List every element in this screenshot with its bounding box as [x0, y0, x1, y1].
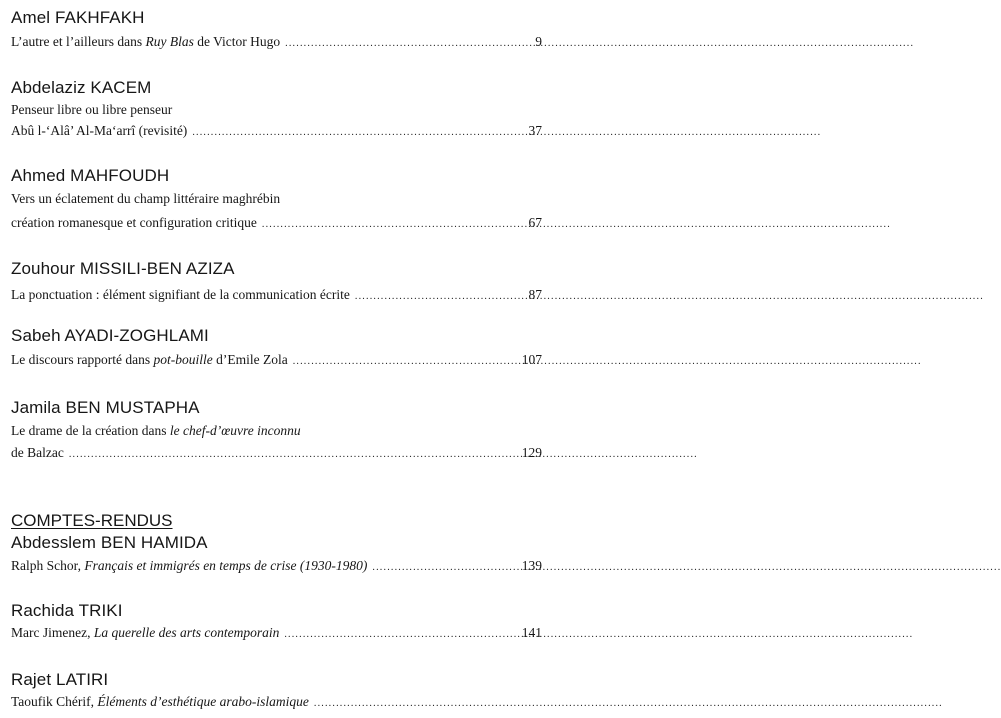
page-number: 107 [521, 352, 542, 367]
dot-leader [284, 627, 516, 643]
review-title: Taoufik Chérif, Éléments d’esthétique arabo-islamique [11, 694, 309, 709]
article-title: de Balzac [11, 445, 64, 460]
toc-line [11, 215, 542, 233]
review-title: Ralph Schor, Français et immigrés en temps de crise (1930-1980) [11, 558, 368, 573]
author-name: Rachida TRIKI [11, 601, 123, 620]
author-name: Jamila BEN MUSTAPHA [11, 398, 200, 417]
dot-leader [293, 354, 517, 370]
page-number: 87 [528, 287, 542, 302]
dot-leader [355, 289, 524, 305]
toc-line [11, 34, 542, 52]
toc-line [11, 123, 542, 141]
article-title: Le discours rapporté dans pot-bouille d’Emile Zola [11, 352, 288, 367]
author-name: Sabeh AYADI-ZOGHLAMI [11, 326, 209, 345]
article-title: création romanesque et configuration critique [11, 215, 257, 230]
article-title: L’autre et l’ailleurs dans Ruy Blas de Victor Hugo [11, 34, 281, 49]
article-title: Penseur libre ou libre penseur [11, 102, 173, 117]
author-name: Rajet LATIRI [11, 670, 109, 689]
dot-leader [262, 217, 524, 233]
dot-leader [372, 560, 516, 576]
dot-leader [285, 36, 530, 52]
dot-leader [192, 125, 523, 141]
author-name: Abdesslem BEN HAMIDA [11, 533, 208, 552]
page-number: 141 [521, 625, 542, 640]
article-title: Vers un éclatement du champ littéraire maghrébin [11, 191, 281, 206]
toc-line [11, 558, 542, 576]
page-number: 9 [535, 34, 542, 49]
author-name: Ahmed MAHFOUDH [11, 166, 170, 185]
toc-line [11, 287, 542, 305]
article-title: Le drame de la création dans le chef-d’œuvre inconnu [11, 423, 301, 438]
review-title: Marc Jimenez, La querelle des arts contemporain [11, 625, 280, 640]
toc-line [11, 352, 542, 370]
author-name: Zouhour MISSILI-BEN AZIZA [11, 259, 235, 278]
author-name: Amel FAKHFAKH [11, 8, 145, 27]
dot-leader [314, 696, 537, 712]
page-number: 129 [521, 445, 542, 460]
section-heading: COMPTES-RENDUS [11, 511, 173, 530]
dot-leader [69, 447, 517, 463]
page-number: 139 [521, 558, 542, 573]
page-number: 67 [528, 215, 542, 230]
toc-line [11, 694, 542, 712]
page-number: 37 [528, 123, 542, 138]
toc-line [11, 445, 542, 463]
article-title: La ponctuation : élément signifiant de la communication écrite [11, 287, 350, 302]
toc-line [11, 625, 542, 643]
article-title: Abû l-‘Alâ’ Al-Ma‘arrî (revisité) [11, 123, 188, 138]
author-name: Abdelaziz KACEM [11, 78, 152, 97]
